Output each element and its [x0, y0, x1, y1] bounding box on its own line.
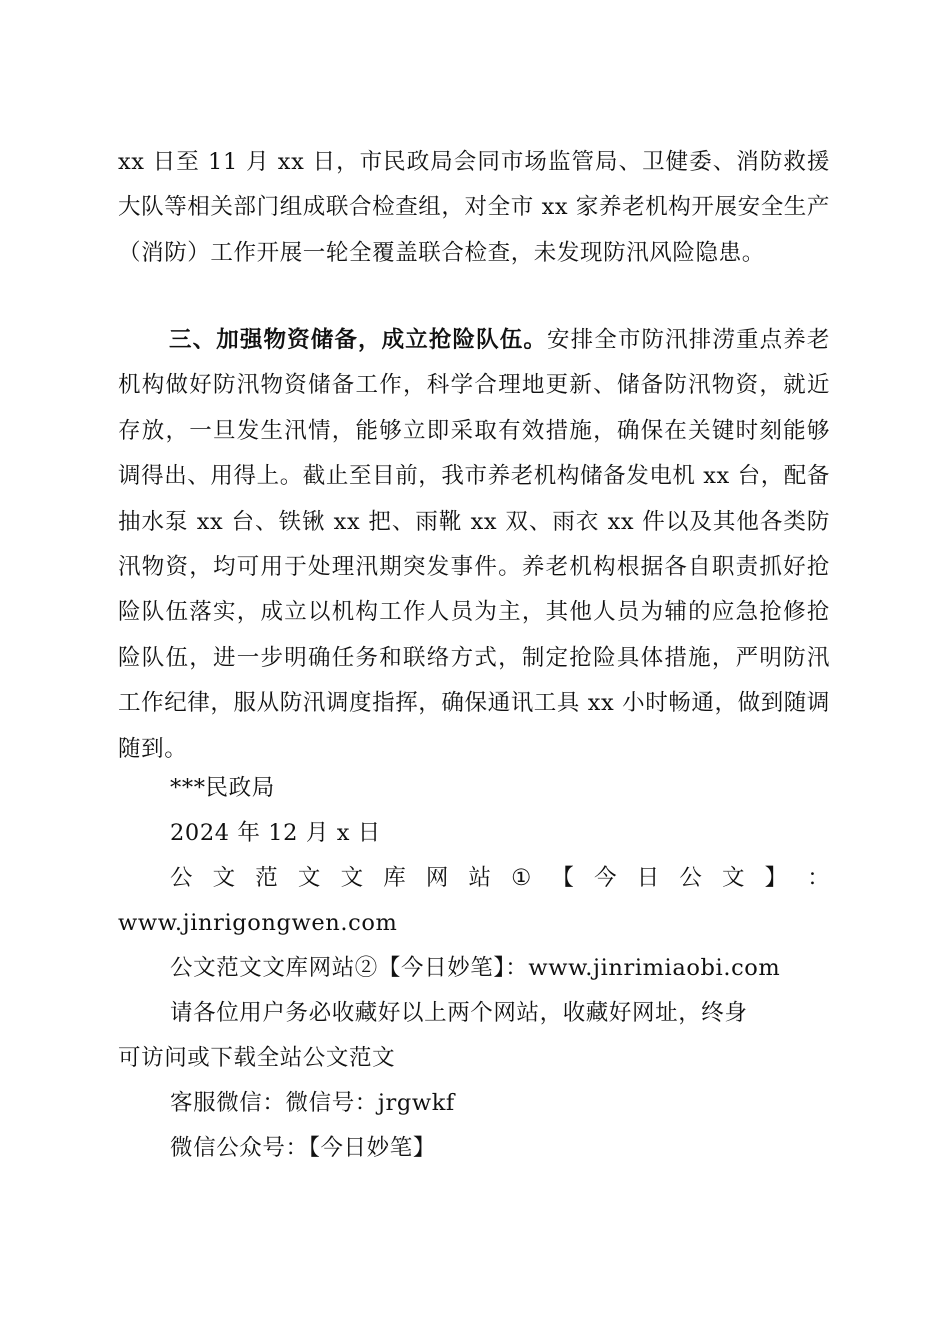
section-three-block [118, 318, 830, 772]
site1-char: ① [511, 865, 532, 891]
footer-notice-line1: 请各位用户务必收藏好以上两个网站，收藏好网址，终身 [170, 1000, 748, 1026]
footer-wechat-service: 客服微信：微信号：jrgwkf [170, 1090, 455, 1116]
site1-char: 范 [255, 865, 278, 891]
site1-char: 文 [212, 865, 236, 891]
site1-char: 文 [721, 865, 745, 891]
footer-site1-label [170, 856, 830, 901]
site1-char: 日 [636, 865, 660, 891]
signature-date: 2024 年 12 月 x 日 [170, 820, 381, 846]
site1-char: 今 [594, 865, 617, 891]
site1-char: 站 [468, 865, 491, 891]
section-three-heading: 三、加强物资储备，成立抢险队伍。 [169, 327, 548, 353]
footer-notice-line2: 可访问或下载全站公文范文 [118, 1045, 396, 1071]
section-three-paragraph [118, 318, 830, 772]
site1-char: ： [807, 865, 830, 891]
section-three-body: 安排全市防汛排涝重点养老机构做好防汛物资储备工作，科学合理地更新、储备防汛物资，就近存放，一旦发生汛情，能够立即采取有效措施，确保在关键时刻能够调得出、用得上。截止至目前，我市养老机构储备发电机 xx 台，配备抽水泵 xx 台、铁锹 xx 把、雨靴 xx 双、雨衣 xx 件以及其他各类防汛物资，均可用于处理汛期突发事件。养老机构根据各自职责抓好抢险队伍落实，成立以机构工作人员为主，其他人员为辅的应急抢修抢险队伍，进一步明确任务和联络方式，制定抢险具体措施，严明防汛工作纪律，服从防汛调度指挥，确保通讯工具 xx 小时畅通，做到随调随到。 [118, 327, 830, 762]
signature-org: ***民政局 [170, 775, 275, 801]
continuation-paragraph: xx 日至 11 月 xx 日，市民政局会同市场监管局、卫健委、消防救援大队等相关部门组成联合检查组，对全市 xx 家养老机构开展安全生产（消防）工作开展一轮全覆盖联合检查，未发现防汛风险隐患。 [118, 149, 830, 266]
footer-site2[interactable]: 公文范文文库网站②【今日妙笔】：www.jinrimiaobi.com [170, 955, 781, 981]
site1-char: 公 [170, 865, 193, 891]
continuation-paragraph-block [118, 140, 830, 276]
site1-char: 网 [425, 865, 449, 891]
footer-wechat-official: 微信公众号：【今日妙笔】 [170, 1135, 436, 1161]
footer-site1-url[interactable]: www.jinrigongwen.com [118, 910, 398, 936]
site1-char: 文 [297, 865, 321, 891]
site1-char: 【 [551, 865, 574, 891]
site1-char: 文 [340, 865, 364, 891]
site1-char: 】 [764, 865, 788, 891]
site1-char: 公 [679, 865, 702, 891]
site1-char: 库 [383, 865, 406, 891]
